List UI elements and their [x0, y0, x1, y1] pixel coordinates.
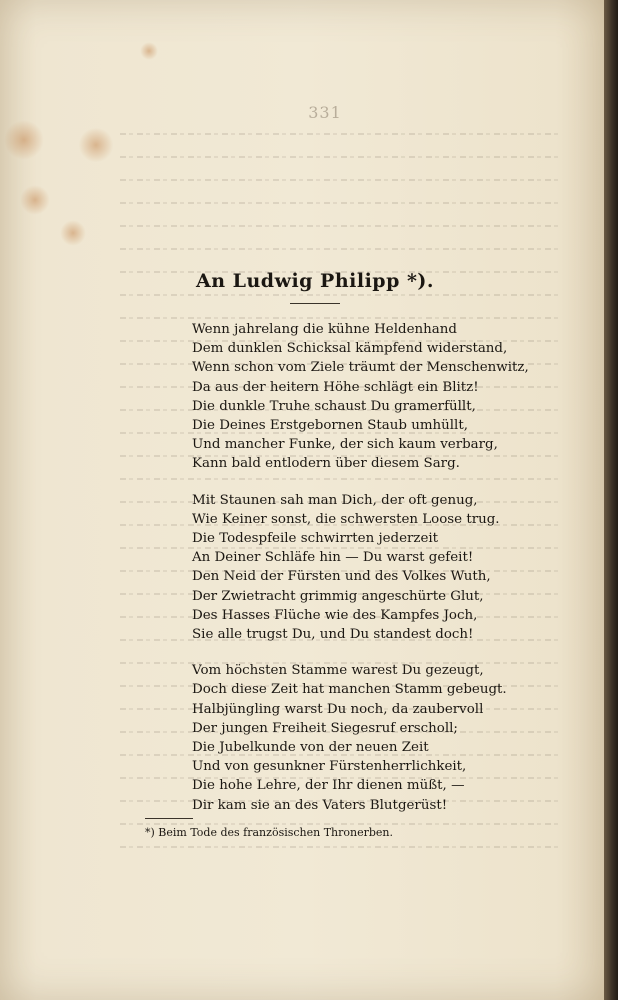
- foxing-stain: [140, 42, 158, 60]
- verse-line: Kann bald entlodern über diesem Sarg.: [192, 456, 460, 472]
- poem-title: An Ludwig Philipp *).: [195, 270, 435, 292]
- foxing-stain: [20, 185, 50, 215]
- verse-line: Die Todespfeile schwirrten jederzeit: [192, 531, 439, 547]
- foxing-stain: [60, 220, 86, 246]
- verse-line: Die dunkle Truhe schaust Du gramerfüllt,: [192, 398, 476, 414]
- verse-line: Da aus der heitern Höhe schlägt ein Blitz!: [192, 379, 479, 395]
- verse-line: Dem dunklen Schicksal kämpfend widerstand,: [192, 341, 508, 357]
- verse-line: Dir kam sie an des Vaters Blutgerüst!: [192, 797, 448, 813]
- verse-line: Sie alle trugst Du, und Du standest doch!: [192, 627, 474, 643]
- verse-line: Der Zwietracht grimmig angeschürte Glut,: [192, 588, 484, 604]
- foxing-stain: [78, 128, 114, 162]
- poem-body: [192, 320, 532, 832]
- title-divider: [290, 303, 340, 304]
- verse-line: Der jungen Freiheit Siegesruf erscholl;: [192, 720, 458, 736]
- verse-line: Den Neid der Fürsten und des Volkes Wuth,: [192, 569, 491, 585]
- verse-line: Die hohe Lehre, der Ihr dienen müßt, —: [192, 778, 465, 794]
- verse-line: Die Deines Erstgebornen Staub umhüllt,: [192, 418, 468, 434]
- foxing-stain: [4, 120, 44, 160]
- verse-line: Mit Staunen sah man Dich, der oft genug,: [192, 492, 478, 508]
- page-number: 331: [308, 103, 342, 122]
- verse-line: Wenn schon vom Ziele träumt der Menschenwitz,: [192, 360, 529, 376]
- verse-line: Halbjüngling warst Du noch, da zaubervoll: [192, 701, 484, 717]
- verse-line: Und von gesunkner Fürstenherrlichkeit,: [192, 759, 467, 775]
- stanza-2: [192, 491, 532, 645]
- verse-line: Vom höchsten Stamme warest Du gezeugt,: [192, 663, 484, 679]
- verse-line: Wie Keiner sonst, die schwersten Loose trug.: [192, 511, 500, 527]
- stanza-1: [192, 320, 532, 474]
- page-edge-shadow: [604, 0, 618, 1000]
- verse-line: An Deiner Schläfe hin — Du warst gefeit!: [192, 550, 474, 566]
- verse-line: Wenn jahrelang die kühne Heldenhand: [192, 322, 457, 337]
- verse-line: Des Hasses Flüche wie des Kampfes Joch,: [192, 607, 478, 623]
- verse-line: Und mancher Funke, der sich kaum verbarg,: [192, 437, 498, 453]
- stanza-3: [192, 661, 532, 815]
- footnote-divider: [145, 818, 193, 819]
- footnote: *) Beim Tode des französischen Thronerben.: [145, 826, 393, 839]
- verse-line: Doch diese Zeit hat manchen Stamm gebeugt.: [192, 682, 507, 698]
- verse-line: Die Jubelkunde von der neuen Zeit: [192, 740, 429, 756]
